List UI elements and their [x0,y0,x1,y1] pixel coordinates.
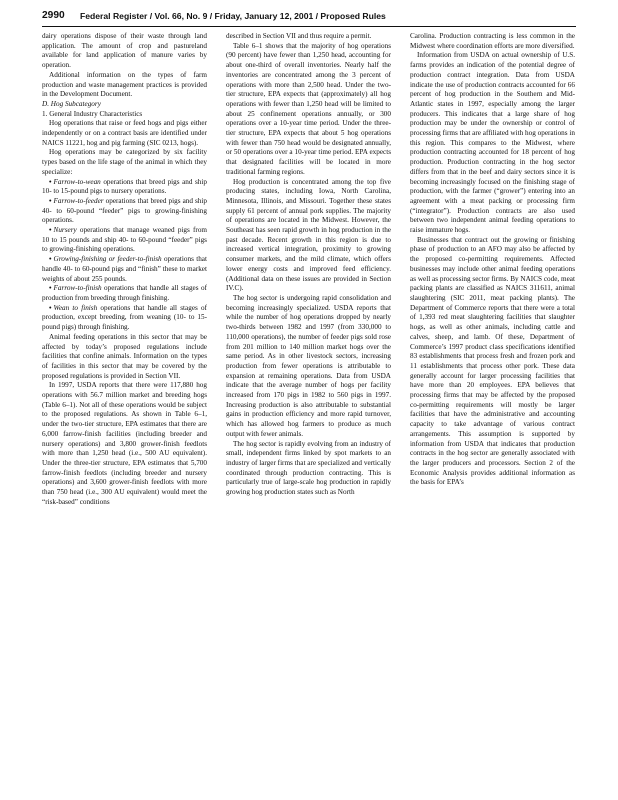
section-heading: D. Hog Subcategory [42,99,101,108]
bullet-item [42,197,207,226]
paragraph: Information from USDA on actual ownership of U.S. farms provides an indication of the potential degree of production contract integration. Data from USDA indicate the use of production contracts accounted for 66 percent of hog production in the Southern and Mid-Atlantic states in 1997, especially among the larger producers. This indicates that a large share of hog production may be under the ownership or control of processing firms that are affiliated with hog operations in this region. This compares to the Midwest, where production contracting accounted for 18 percent of hog production. Production contracting in the hog sector differs from that in the beef and dairy sectors since it is becoming increasingly focused on the finishing stage of production, with the farmer (“grower”) entering into an agreement with a meat packing or processing firm (“integrator”). Production contracts are also used between two independent animal feeding operations to raise immature hogs. [410,51,575,235]
bullet-term: Farrow-to-finish [53,284,102,293]
paragraph: dairy operations dispose of their waste through land application. The amount of crop and pastureland available for land application of manure varies by operation. [42,32,207,70]
paragraph: The hog sector is undergoing rapid consolidation and becoming increasingly specialized. USDA reports that while the number of hog operations dropped by nearly two-thirds between 1982 and 1997 (from 330,000 to 110,000 operations), the number of feeder pigs sold rose from 201 million to 140 million market hogs over the same period. As in other livestock sectors, increasing production from fewer operations is attributable to expansion at remaining operations. Data from USDA indicate that the average number of hogs per facility increased from 170 pigs in 1982 to 560 pigs in 1997. Increasing production is also attributable to substantial gains in production efficiency and more rapid turnover, which has allowed hog farmers to produce as much output with fewer animals. [226,293,391,438]
bullet-text: operations that handle 40- to 60-pound pigs and “finish” these to market weights of about 255 pounds. [42,255,207,283]
paragraph: Animal feeding operations in this sector that may be affected by today’s proposed regulations include facilities that confine animals. Information on the types of facilities in this sector that may be covered by the proposed regulations is provided in Section VII. [42,332,207,380]
bullet-text: operations that handle all stages of production, except breeding, from weaning (10- to 15-pound pigs) through finishing. [42,303,207,332]
bullet-item [42,255,207,284]
bullet-term: Growing-finishing or feeder-to-finish [53,255,162,264]
paragraph: In 1997, USDA reports that there were 117,880 hog operations with 56.7 million market and breeding hogs (Table 6–1). Not all of these operations would be subject to the proposed regulations. As shown in Table 6–1, under the two-tier structure, EPA estimates that there are 6,000 farrow-finish facilities (including breeder and nursery operations) and 3,800 grower-finish feedlots with more than 1,250 head (i.e., 500 AU equivalent). Under the three-tier structure, EPA estimates that 5,700 farrow-finish feedlots (including breeder and nursery operations) and 3,600 grower-finish feedlots with more than 750 head (i.e., 300 AU equivalent) would meet the “risk-based” conditions [42,381,207,506]
bullet-item [42,178,207,197]
text-column-1 [42,32,207,784]
text-column-3 [410,32,575,784]
bullet-icon: • [49,226,52,235]
paragraph: Additional information on the types of farm production and waste management practices is provided in the Development Document. [42,70,207,99]
bullet-icon: • [49,255,52,264]
header-rule [42,26,576,27]
bullet-item [42,226,207,255]
paragraph: The hog sector is rapidly evolving from an industry of small, independent firms linked by spot markets to an industry of larger firms that are specialized and vertically coordinated through production contracting. This is particularly true of large-scale hog production in rapidly growing hog production states such as North [226,439,391,497]
page-header [42,8,576,24]
bullet-text: operations that breed pigs and ship 10- to 15-pound pigs to nursery operations. [42,177,207,196]
bullet-term: Nursery [53,226,77,235]
subsection-heading: 1. General Industry Characteristics [42,109,143,118]
paragraph: described in Section VII and thus require a permit. [226,32,372,40]
paragraph: Hog operations may be categorized by six facility types based on the life stage of the animal in which they specialize: [42,148,207,176]
paragraph: Hog production is concentrated among the top five producing states, including Iowa, North Carolina, Minnesota, Illinois, and Missouri. Together these states supply 61 percent of annual pork supplies. The majority of operations are located in the Midwest. However, the Southeast has seen rapid growth in hog production in the past decade. Recent growth in this region is due to increased vertical integration, proximity to growing consumer markets, and the mild climate, which offers lower energy costs and improved feed efficiency. (Additional data on these issues are provided in Section IV.C). [226,177,391,293]
bullet-icon: • [49,303,52,312]
bullet-term: Wean to finish [53,303,98,312]
bullet-icon: • [49,284,52,293]
paragraph: Businesses that contract out the growing or finishing phase of production to an AFO may also be affected by the proposed co-permitting requirements. Affected businesses may include other animal feeding operations as well as processing sector firms. By NAICS code, meat packing plants are classified as NAICS 311611, animal slaughtering (SIC 2011, meat packing plants). The Department of Commerce reports that there were a total of 1,393 red meat slaughtering facilities that slaughter hogs, as well as other animals, including cattle and calves, sheep, and lamb. Of these, Department of Commerce’s 1997 product class specifications identified 83 establishments that process fresh and frozen pork and 11 establishments that process other pork. These data generally account for larger processing facilities that have more than 20 employees. EPA believes that processing firms that may be affected by the proposed co-permitting requirements will mostly be larger facilities that have the administrative and accounting capacity to take advantage of various contract arrangements. This assumption is supported by information from USDA that indicates that production contracts in the hog sector are generally associated with the larger producers and processors. Section 2 of the Economic Analysis provides additional information as the basis for EPA’s [410,235,575,487]
text-column-2 [226,32,391,784]
bullet-text: operations that manage weaned pigs from 10 to 15 pounds and ship 40- to 60-pound “feeder” pigs to growing-finishing operations. [42,226,207,254]
page-number: 2990 [42,10,65,21]
paragraph: Hog operations that raise or feed hogs and pigs either independently or on a contract basis are identified under NAICS 11221, hog and pig farming (SIC 0213, hogs). [42,119,207,147]
bullet-item [42,304,207,333]
bullet-text: operations that handle all stages of production from breeding through finishing. [42,284,207,302]
bullet-icon: • [49,196,52,205]
bullet-item [42,284,207,303]
paragraph: Carolina. Production contracting is less common in the Midwest where coordination efforts are more diversified. [410,32,575,50]
paragraph: Table 6–1 shows that the majority of hog operations (90 percent) have fewer than 1,250 head, accounting for about one-third of overall inventories. Nearly half the inventories are concentrated among the 3 percent of operations with more than 2,500 head. Under the two-tier structure, EPA expects that (approximately) all hog operations with fewer than 1,250 head will be limited to about 25 confinement operations annually, or 300 operations over a 10-year time period. Under the three-tier structure, EPA expects that about 5 hog operations with fewer than 750 head would be designated annually, or 50 operations over a 10-year time period. EPA expects that designated facilities will be located in more traditional farming regions. [226,41,391,176]
bullet-text: operations that breed pigs and ship 40- to 60-pound “feeder” pigs to growing-finishing operations. [42,196,207,225]
bullet-term: Farrow-to-wean [53,177,101,186]
running-head: Federal Register / Vol. 66, No. 9 / Friday, January 12, 2001 / Proposed Rules [80,11,386,21]
bullet-term: Farrow-to-feeder [53,196,104,205]
bullet-icon: • [49,177,52,186]
